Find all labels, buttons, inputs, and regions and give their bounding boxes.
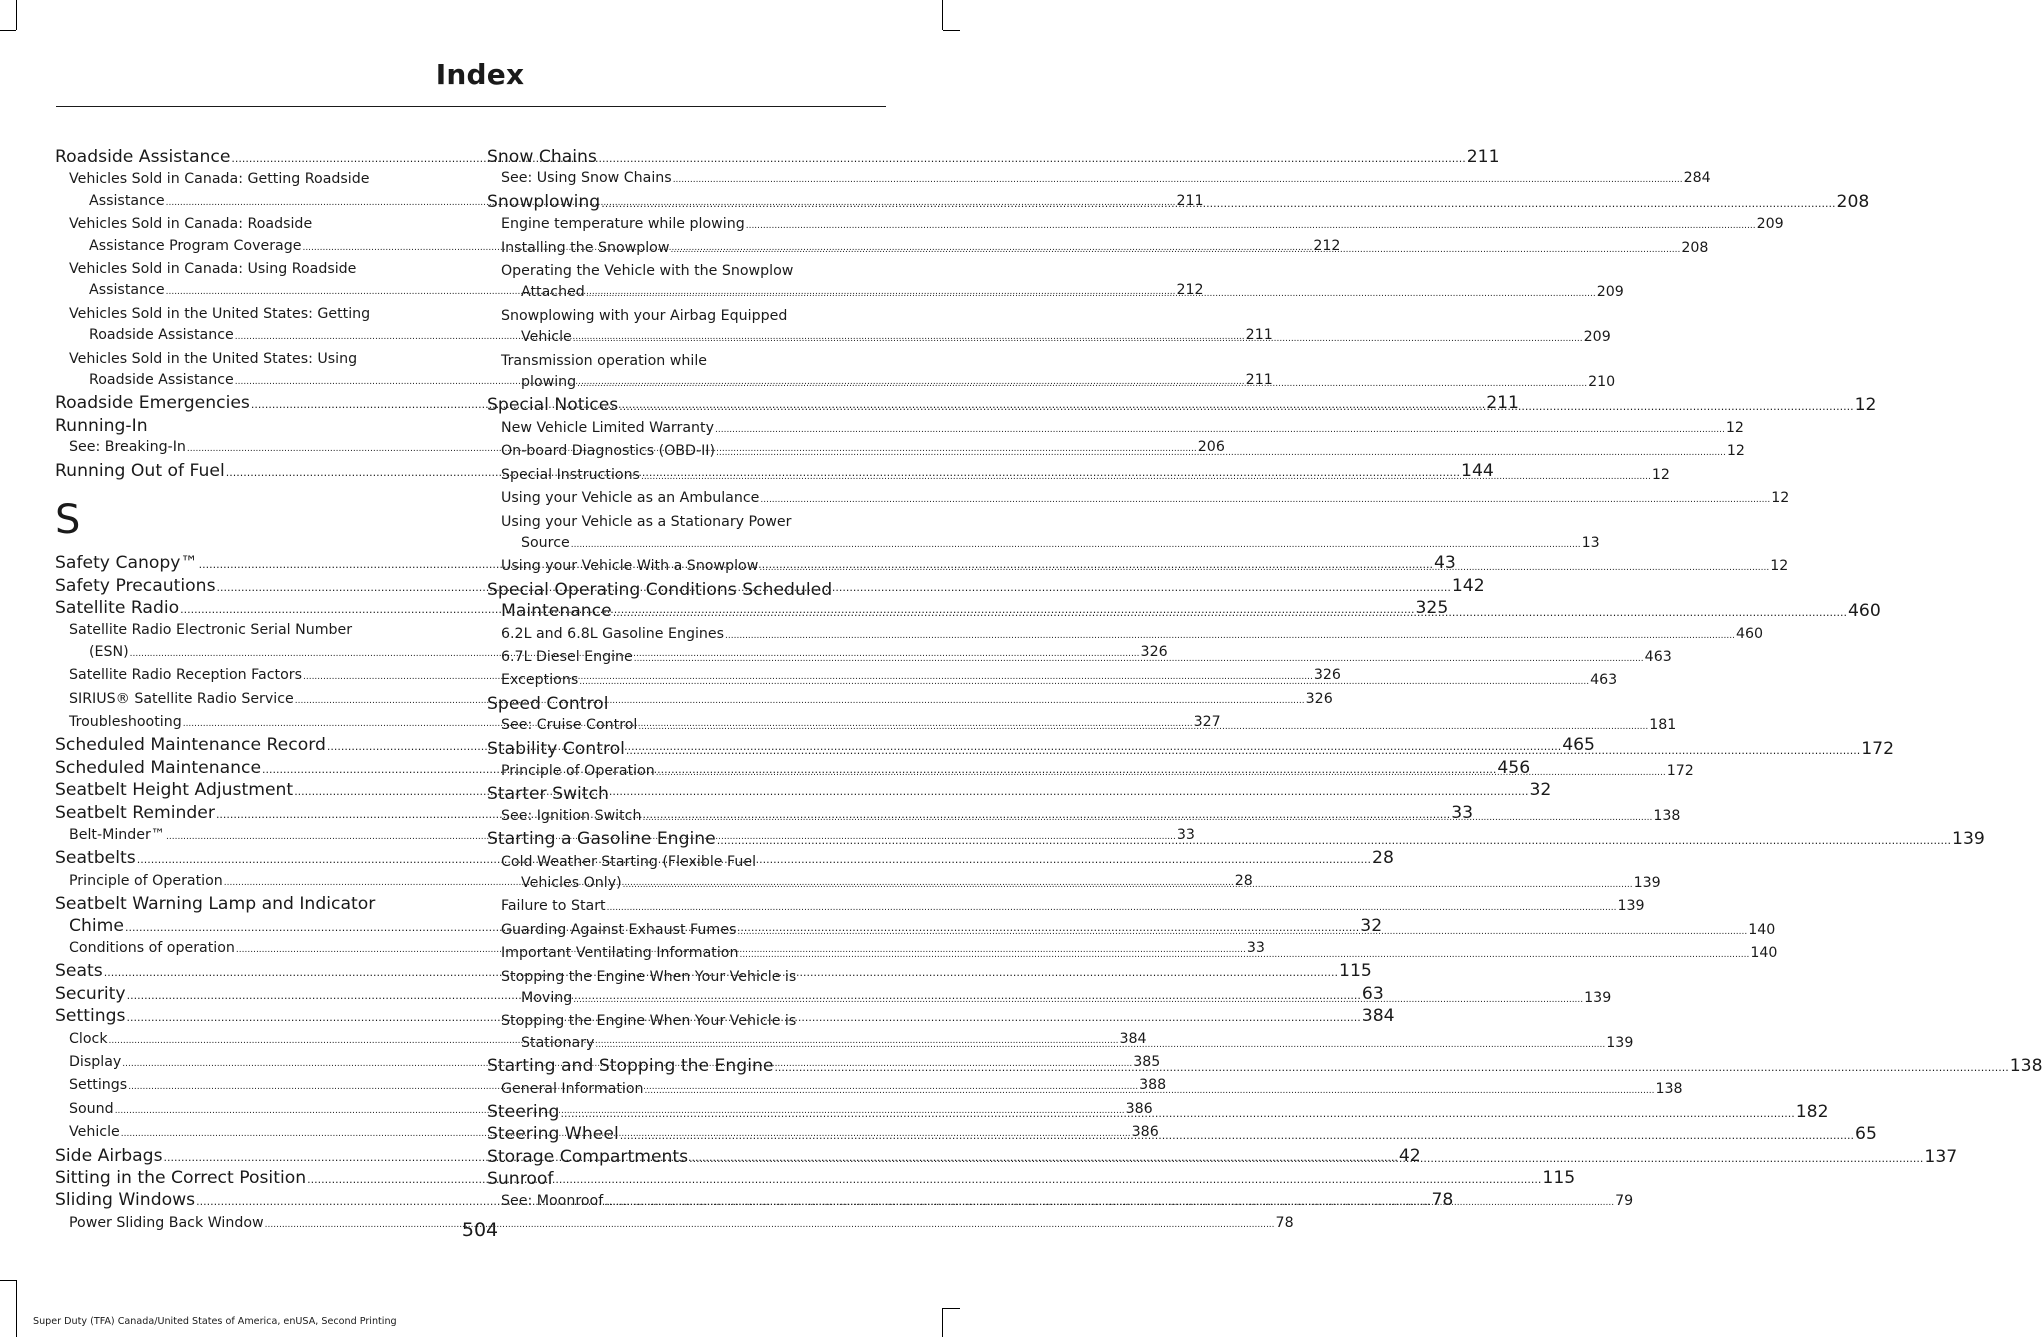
index-entry-text: Seatbelt Reminder [55, 802, 215, 823]
index-page-ref: 13 [1581, 534, 1600, 551]
index-entry-heading: Snow Chains [487, 147, 597, 167]
index-page-ref: 212 [1176, 282, 1204, 299]
crop-mark [942, 1308, 943, 1337]
dot-leader [746, 216, 1756, 237]
dot-leader [604, 1193, 1614, 1214]
index-page-ref: 327 [1193, 713, 1221, 730]
index-entry-text: Important Ventilating Information [501, 945, 739, 962]
index-page-ref: 209 [1596, 284, 1624, 301]
index-entry-text: Using your Vehicle as an Ambulance [501, 490, 760, 507]
index-entry-text: Principle of Operation [69, 872, 223, 889]
index-page-ref: 32 [1360, 915, 1383, 936]
index-page-ref: 78 [1431, 1190, 1454, 1211]
index-entry-text: Seatbelt Height Adjustment [55, 780, 294, 801]
dot-leader [601, 193, 1835, 214]
index-page-ref: 463 [1590, 672, 1618, 689]
index-entry-text: Snowplowing [487, 191, 601, 212]
crop-mark [942, 0, 943, 30]
index-subentry [487, 896, 1645, 919]
index-entry-text: Seats [55, 961, 103, 982]
index-entry-text: Starting a Gasoline Engine [487, 829, 716, 850]
index-page-ref: 43 [1433, 553, 1456, 574]
dot-leader [619, 396, 1853, 417]
dot-leader [737, 922, 1747, 943]
index-page-ref: 140 [1750, 945, 1778, 962]
index-subentry-line: Vehicles Sold in Canada: Using Roadside [69, 261, 357, 278]
index-page-ref: 388 [1139, 1077, 1167, 1094]
index-subentry [487, 624, 1764, 647]
index-entry-text: Safety Canopy™ [55, 553, 198, 574]
index-entry-text: Power Sliding Back Window [69, 1214, 264, 1231]
index-entry-text: Failure to Start [501, 898, 606, 915]
index-entry-text: Roadside Assistance [55, 147, 231, 167]
index-subentry [487, 168, 1711, 191]
crop-mark [16, 0, 17, 30]
index-page-ref: 386 [1131, 1124, 1159, 1141]
index-entry-text: Steering [487, 1102, 560, 1123]
index-entry-text: 6.2L and 6.8L Gasoline Engines [501, 625, 725, 642]
index-subentry-line: Vehicles Sold in Canada: Getting Roadside [69, 171, 370, 188]
index-page-ref: 385 [1133, 1054, 1161, 1071]
index-entry-text: 6.7L Diesel Engine [501, 648, 633, 665]
index-entry-text: Sliding Windows [55, 1190, 196, 1211]
dot-leader [739, 945, 1749, 966]
index-page-ref: 138 [1653, 807, 1681, 824]
index-entry-text: See: Ignition Switch [501, 807, 642, 824]
dot-leader [774, 1057, 2008, 1078]
index-page-ref: 211 [1245, 372, 1273, 389]
index-page-ref: 63 [1361, 983, 1384, 1004]
index-page-ref: 210 [1588, 374, 1616, 391]
index-entry-text: Seatbelts [55, 848, 136, 869]
dot-leader [607, 898, 1617, 919]
index-entry-text: Using your Vehicle With a Snowplow [501, 558, 759, 575]
index-entry-text: Running Out of Fuel [55, 460, 225, 481]
index-page-ref: 386 [1125, 1100, 1153, 1117]
index-page-ref: 463 [1644, 648, 1672, 665]
index-page-ref: 211 [1245, 327, 1273, 344]
index-page-ref: 138 [1655, 1080, 1683, 1097]
dot-leader [759, 558, 1769, 579]
dot-leader [725, 626, 1735, 647]
index-subentry-line: Snowplowing with your Airbag Equipped [501, 307, 788, 324]
dot-leader [638, 717, 1648, 738]
section-letter: S [55, 497, 81, 544]
dot-leader [642, 808, 1652, 829]
index-page-ref: 211 [1176, 192, 1204, 209]
index-subentry [487, 418, 1744, 441]
index-entry-text: Starting and Stopping the Engine [487, 1056, 774, 1077]
index-page-ref: 65 [1855, 1124, 1877, 1145]
index-entry-text: SIRIUS® Satellite Radio Service [69, 690, 294, 707]
dot-leader [717, 830, 1951, 851]
index-entry-text: Belt-Minder™ [69, 826, 166, 843]
index-page-ref: 460 [1847, 601, 1881, 622]
index-entry-text: Display [69, 1054, 122, 1071]
index-subentry-line: Cold Weather Starting (Flexible Fuel [501, 853, 757, 870]
index-page-ref: 211 [1486, 393, 1519, 414]
index-page-ref: 456 [1497, 757, 1531, 778]
index-entry-text: Security [55, 983, 126, 1004]
index-page-ref: 326 [1305, 690, 1333, 707]
crop-mark [943, 1308, 960, 1309]
dot-leader [623, 875, 1633, 896]
index-entry-heading: Starter Switch [487, 784, 609, 805]
index-entry-text: Vehicle [69, 1124, 120, 1141]
index-page-ref: 42 [1398, 1145, 1421, 1166]
index-page-ref: 142 [1451, 575, 1485, 596]
index-page-ref: 212 [1313, 237, 1341, 254]
index-page-ref: 326 [1313, 667, 1341, 684]
dot-leader [573, 990, 1583, 1011]
index-entry-text: Attached [521, 284, 585, 301]
dot-leader [656, 763, 1666, 784]
index-page-ref: 172 [1861, 738, 1895, 759]
index-entry-text: (ESN) [89, 643, 129, 660]
index-entry-text: Assistance [89, 282, 165, 299]
index-entry-text: Chime [69, 915, 124, 936]
index-entry-text: Engine temperature while plowing [501, 216, 745, 233]
dot-leader [577, 374, 1587, 395]
dot-leader [715, 420, 1725, 441]
index-subentry-line: Using your Vehicle as a Stationary Power [501, 513, 792, 530]
index-entry-text: Special Instructions [501, 466, 640, 483]
index-entry-text: Stability Control [487, 738, 625, 759]
index-entry-text: Roadside Emergencies [55, 393, 250, 414]
footer-text: Super Duty (TFA) Canada/United States of America, enUSA, Second Printing [33, 1316, 397, 1327]
index-page-ref: 460 [1735, 625, 1764, 642]
index-entry-text: plowing [521, 374, 577, 391]
index-page-ref: 12 [1651, 466, 1670, 483]
dot-leader [716, 443, 1726, 464]
index-entry-text: See: Moonroof [501, 1192, 604, 1209]
index-entry-text: Assistance [89, 192, 165, 209]
dot-leader [645, 1081, 1655, 1102]
index-page-ref: 209 [1583, 329, 1611, 346]
dot-leader [579, 672, 1589, 693]
index-entry-text: Safety Precautions [55, 575, 216, 596]
dot-leader [670, 240, 1680, 261]
crop-mark [943, 30, 960, 31]
dot-leader [673, 170, 1683, 191]
index-entry-line: Seatbelt Warning Lamp and Indicator [55, 894, 376, 915]
index-subentry-line: Vehicles Sold in Canada: Roadside [69, 216, 313, 233]
dot-leader [595, 1035, 1605, 1056]
index-entry-text: Settings [55, 1006, 126, 1027]
dot-leader [689, 1145, 1923, 1169]
index-page-ref: 326 [1140, 643, 1168, 660]
index-page-ref: 139 [1633, 875, 1661, 891]
index-entry-text: Vehicle [521, 329, 572, 346]
dot-leader [573, 329, 1583, 350]
index-page-ref: 138 [2009, 1056, 2043, 1077]
index-entry-text: Roadside Assistance [89, 372, 234, 389]
index-page-ref: 137 [1924, 1146, 1958, 1167]
index-page-ref: 33 [1176, 826, 1195, 843]
index-entry-text: Satellite Radio Reception Factors [69, 667, 302, 684]
index-entry-text: See: Cruise Control [501, 717, 638, 734]
index-subentry-line: Vehicles Sold in the United States: Using [69, 350, 358, 367]
index-page-ref: 181 [1649, 717, 1677, 734]
crop-mark [16, 1280, 17, 1337]
index-entry-text: Guarding Against Exhaust Fumes [501, 921, 737, 938]
index-page-ref: 33 [1451, 802, 1474, 823]
index-entry-text: Scheduled Maintenance Record [55, 735, 326, 756]
index-entry-text: Maintenance [501, 601, 612, 622]
page-title: Index [435, 58, 525, 91]
index-page-ref: 140 [1748, 921, 1776, 938]
index-entry-text: Source [521, 534, 570, 551]
index-page-ref: 284 [1683, 170, 1711, 187]
index-subentry-line: Satellite Radio Electronic Serial Number [69, 622, 353, 639]
index-entry-text: Conditions of operation [69, 940, 235, 956]
header-divider [56, 106, 886, 107]
index-page-ref: 172 [1666, 762, 1694, 779]
index-page-ref: 209 [1756, 216, 1784, 233]
index-entry-text: Steering Wheel [487, 1124, 619, 1145]
index-entry-text: Satellite Radio [55, 597, 180, 618]
index-page-ref: 182 [1795, 1102, 1829, 1123]
index-entry-text: Clock [69, 1030, 108, 1047]
index-subentry-continued [487, 533, 1600, 556]
index-entry-text: Storage Compartments [487, 1146, 689, 1167]
index-entry-text: Installing the Snowplow [501, 239, 670, 256]
index-page-ref: 211 [1466, 147, 1500, 167]
index-page-ref: 12 [1725, 419, 1744, 436]
dot-leader [620, 1125, 1854, 1146]
index-page-ref: 28 [1234, 872, 1253, 889]
index-page-ref: 139 [1584, 990, 1612, 1007]
index-page-ref: 28 [1372, 848, 1394, 869]
index-page-ref: 206 [1197, 439, 1225, 456]
index-entry-text: Settings [69, 1077, 128, 1094]
index-entry-text: Exceptions [501, 672, 579, 689]
dot-leader [571, 535, 1581, 556]
index-entry-text: Vehicles Only) [521, 875, 622, 891]
index-subentry [487, 214, 1784, 237]
index-page-ref: 325 [1415, 597, 1449, 618]
index-entry-text: Sound [69, 1100, 114, 1117]
index-entry-line: Special Operating Conditions Scheduled [487, 579, 833, 600]
index-page-ref: 384 [1361, 1006, 1395, 1027]
index-entry-heading: Sunroof [487, 1169, 554, 1190]
index-entry-text: See: Using Snow Chains [501, 170, 672, 187]
crop-mark [0, 1280, 16, 1281]
index-page-ref: 33 [1246, 940, 1265, 956]
dot-leader [760, 490, 1770, 511]
index-page-ref: 139 [1952, 829, 1985, 850]
index-page-ref: 115 [1542, 1168, 1576, 1189]
index-subentry [487, 488, 1790, 511]
index-page-ref: 12 [1770, 558, 1789, 575]
index-page-ref: 384 [1119, 1030, 1147, 1047]
index-entry-text: General Information [501, 1080, 644, 1097]
index-entry-text: Principle of Operation [501, 762, 655, 779]
index-entry-text: Stationary [521, 1034, 595, 1051]
index-entry-heading: Running-In [55, 415, 148, 436]
index-entry-text: Side Airbags [55, 1145, 163, 1166]
index-page-ref: 12 [1726, 443, 1745, 460]
index-entry-heading: Speed Control [487, 693, 609, 714]
dot-leader [613, 602, 1847, 623]
dot-leader [586, 284, 1596, 305]
index-entry-text: On-board Diagnostics (OBD-II) [501, 443, 715, 460]
index-subentry-line: Vehicles Sold in the United States: Getting [69, 305, 371, 322]
index-page-ref: 78 [1275, 1214, 1294, 1231]
index-entry-text: Sitting in the Correct Position [55, 1168, 307, 1189]
index-entry-text: Troubleshooting [69, 713, 182, 730]
dot-leader [560, 1103, 1794, 1124]
index-subentry-line: Stopping the Engine When Your Vehicle is [501, 968, 797, 985]
index-page-ref: 465 [1562, 735, 1595, 756]
index-entry-text: Scheduled Maintenance [55, 757, 262, 778]
index-subentry-line: Transmission operation while [501, 352, 707, 369]
index-page-ref: 32 [1529, 780, 1552, 801]
index-entry-text: Assistance Program Coverage [89, 237, 302, 254]
index-page-ref: 208 [1681, 239, 1709, 256]
index-page-ref: 79 [1615, 1192, 1634, 1209]
page-number: 504 [461, 1219, 499, 1241]
index-entry-text: Special Notices [487, 395, 619, 416]
index-page-ref: 144 [1461, 460, 1494, 481]
index-page-ref: 139 [1617, 898, 1645, 915]
index-entry-text: New Vehicle Limited Warranty [501, 419, 714, 436]
index-page-ref: 208 [1836, 191, 1870, 212]
dot-leader [641, 467, 1651, 488]
crop-mark [0, 30, 16, 31]
index-subentry-line: Stopping the Engine When Your Vehicle is [501, 1013, 797, 1030]
index-page-ref: 12 [1771, 490, 1790, 507]
dot-leader [626, 740, 1860, 761]
index-entry-text: See: Breaking-In [69, 439, 186, 456]
dot-leader [634, 649, 1644, 670]
index-subentry-line: Operating the Vehicle with the Snowplow [501, 263, 794, 280]
index-page-ref: 115 [1339, 961, 1372, 982]
index-page-ref: 139 [1606, 1034, 1634, 1051]
index-entry-text: Moving [521, 990, 573, 1007]
index-entry-text: Roadside Assistance [89, 327, 234, 344]
index-page-ref: 12 [1854, 395, 1877, 416]
